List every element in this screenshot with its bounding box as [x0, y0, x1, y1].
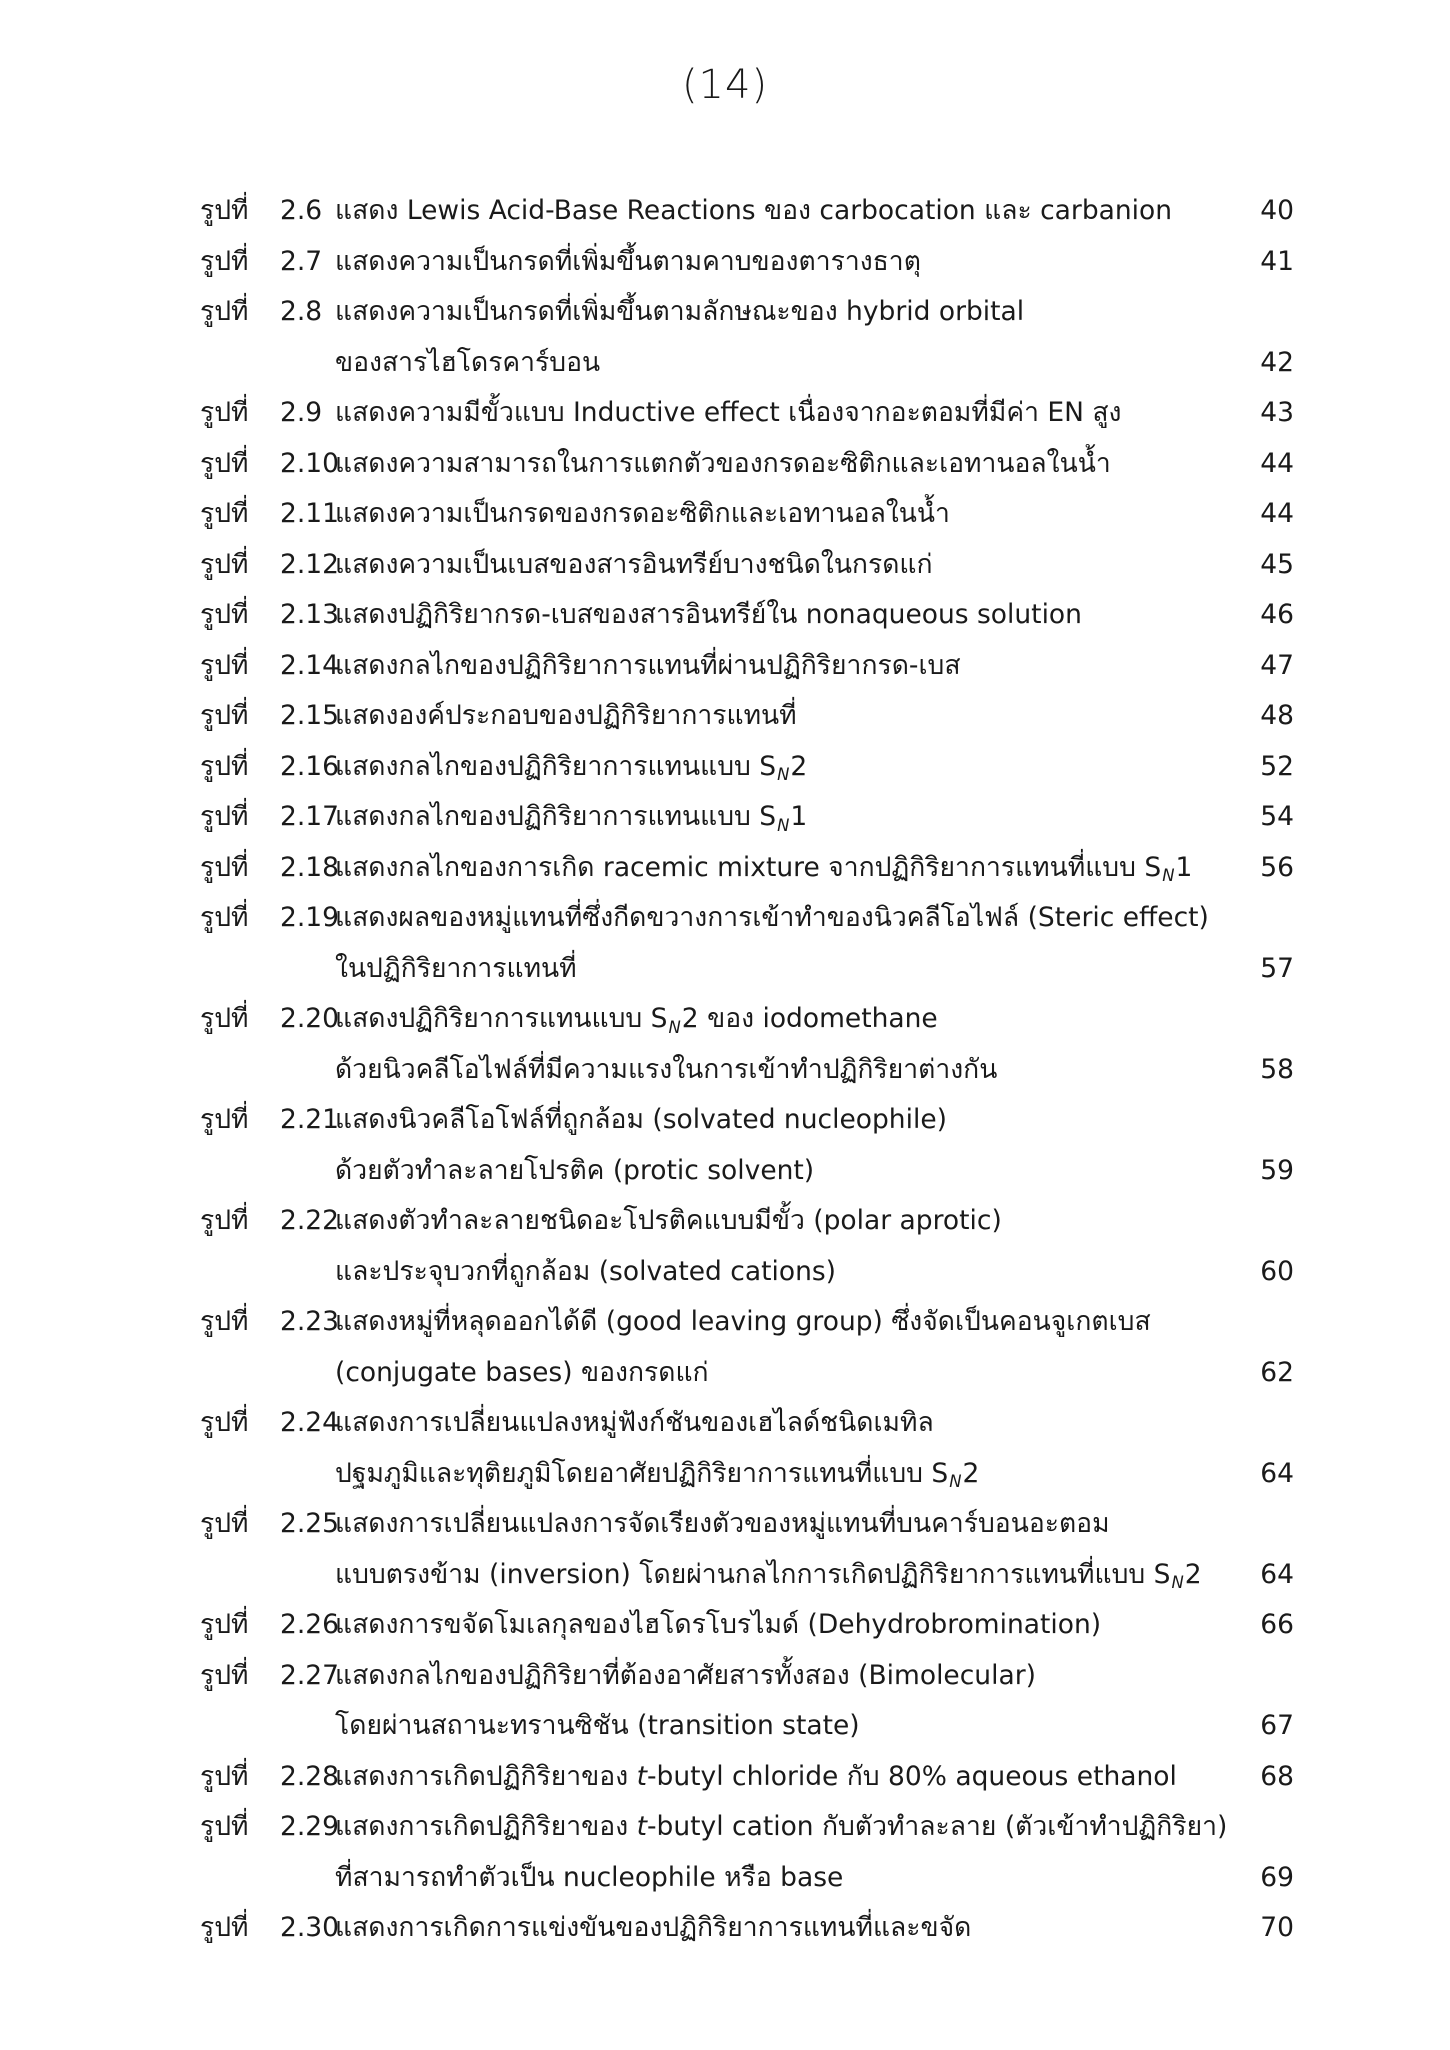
entry-line: [200, 388, 1300, 439]
figure-number: 2.20: [280, 1003, 340, 1034]
entry-line: [200, 1903, 1300, 1954]
figure-label: รูปที่: [200, 498, 249, 529]
figure-number: 2.7: [280, 245, 323, 277]
entry-line: [200, 590, 1300, 641]
figure-number: 2.26: [280, 1609, 340, 1640]
entry-line: [200, 843, 1300, 894]
page-reference: 48: [1260, 700, 1294, 731]
figure-label: รูปที่: [200, 801, 249, 832]
figure-entry: [200, 186, 1300, 237]
figure-label: รูปที่: [200, 902, 249, 933]
entry-line: [200, 338, 1300, 389]
figure-number: 2.13: [280, 599, 340, 630]
figure-entry: [200, 1600, 1300, 1651]
entry-line: [200, 1196, 1300, 1247]
page-reference: 68: [1260, 1760, 1294, 1792]
figure-number: 2.6: [280, 195, 323, 226]
figure-entry: [200, 1196, 1300, 1297]
figure-entry: [200, 641, 1300, 692]
figure-number: 2.18: [280, 851, 340, 883]
figure-label: รูปที่: [200, 1407, 249, 1438]
entry-line: [200, 1853, 1300, 1904]
subscript-n: N: [1171, 1573, 1184, 1593]
page-reference: 69: [1260, 1861, 1294, 1893]
page-reference: 70: [1260, 1912, 1294, 1943]
figure-description: แสดงความเป็นเบสของสารอินทรีย์บางชนิดในกรดแก่: [335, 548, 933, 580]
figure-label: รูปที่: [200, 1659, 249, 1691]
figure-entry: [200, 1651, 1300, 1752]
figure-number: 2.23: [280, 1306, 340, 1337]
page-reference: 44: [1260, 498, 1294, 529]
figure-label: รูปที่: [200, 296, 249, 327]
entry-line: [200, 691, 1300, 742]
page-reference: 52: [1260, 750, 1294, 782]
entry-line: [200, 1095, 1300, 1146]
page-reference: 40: [1260, 195, 1294, 226]
figure-entry: [200, 1095, 1300, 1196]
figure-label: รูปที่: [200, 1003, 249, 1034]
figure-number: 2.25: [280, 1508, 340, 1539]
page-reference: 60: [1260, 1255, 1294, 1287]
figure-description: แสดงกลไกของการเกิด racemic mixture จากปฏิกิริยาการแทนที่แบบ $S_N1$: [335, 851, 1193, 886]
entry-line: [200, 1752, 1300, 1803]
figure-entry: [200, 287, 1300, 388]
entry-line: [200, 540, 1300, 591]
figure-entry: [200, 237, 1300, 288]
subscript-n: N: [949, 1472, 962, 1492]
entry-line: [200, 287, 1300, 338]
figure-label: รูปที่: [200, 1104, 249, 1135]
entry-line: [200, 994, 1300, 1045]
figure-description: ด้วยนิวคลีโอไฟล์ที่มีความแรงในการเข้าทำปฏิกิริยาต่างกัน: [335, 1053, 998, 1085]
figure-description: แสดงการเกิดปฏิกิริยาของ t-butyl chloride กับ 80% aqueous ethanol: [335, 1760, 1177, 1792]
page-reference: 67: [1260, 1710, 1294, 1741]
page-reference: 54: [1260, 801, 1294, 832]
figure-label: รูปที่: [200, 195, 249, 226]
entry-line: [200, 489, 1300, 540]
entry-line: [200, 641, 1300, 692]
page-reference: 41: [1260, 245, 1294, 277]
figure-entry: [200, 742, 1300, 793]
figure-entry: [200, 1499, 1300, 1600]
figure-label: รูปที่: [200, 1508, 249, 1539]
figure-description: แสดงผลของหมู่แทนที่ซึ่งกีดขวางการเข้าทำของนิวคลีโอไฟล์ (Steric effect): [335, 902, 1209, 933]
page-reference: 47: [1260, 649, 1294, 681]
figure-label: รูปที่: [200, 1306, 249, 1337]
figure-description: แสดงนิวคลีโอโฟล์ที่ถูกล้อม (solvated nucleophile): [335, 1104, 947, 1135]
figure-description: แสดงกลไกของปฏิกิริยาที่ต้องอาศัยสารทั้งสอง (Bimolecular): [335, 1659, 1036, 1691]
entry-line: [200, 1398, 1300, 1449]
entry-line: [200, 237, 1300, 288]
figure-description: และประจุบวกที่ถูกล้อม (solvated cations): [335, 1255, 837, 1287]
figure-number: 2.22: [280, 1205, 340, 1236]
list-of-figures: [200, 186, 1300, 1954]
figure-number: 2.17: [280, 801, 340, 832]
figure-label: รูปที่: [200, 397, 249, 428]
page-reference: 64: [1260, 1558, 1294, 1590]
entry-line: [200, 439, 1300, 490]
figure-number: 2.12: [280, 548, 340, 580]
figure-label: รูปที่: [200, 649, 249, 681]
page-reference: 59: [1260, 1154, 1294, 1186]
page-reference: 56: [1260, 851, 1294, 883]
figure-description: แสดงการขจัดโมเลกุลของไฮโดรโบรไมด์ (Dehydrobromination): [335, 1609, 1102, 1640]
subscript-n: N: [1162, 866, 1175, 886]
figure-number: 2.21: [280, 1104, 340, 1135]
page-reference: 42: [1260, 346, 1294, 378]
figure-description: แบบตรงข้าม (inversion) โดยผ่านกลไกการเกิดปฏิกิริยาการแทนที่แบบ $S_N2$: [335, 1558, 1202, 1593]
figure-label: รูปที่: [200, 750, 249, 782]
figure-description: แสดงความเป็นกรดของกรดอะซิติกและเอทานอลในน้ำ: [335, 498, 950, 529]
figure-description: แสดงตัวทำละลายชนิดอะโปรติคแบบมีขั้ว (polar aprotic): [335, 1205, 1002, 1236]
figure-entry: [200, 489, 1300, 540]
figure-number: 2.15: [280, 700, 340, 731]
figure-entry: [200, 1903, 1300, 1954]
entry-line: [200, 1499, 1300, 1550]
page-reference: 58: [1260, 1053, 1294, 1085]
figure-label: รูปที่: [200, 1205, 249, 1236]
figure-description: แสดงกลไกของปฏิกิริยาการแทนที่ผ่านปฏิกิริยากรด-เบส: [335, 649, 961, 681]
figure-description: แสดงความมีขั้วแบบ Inductive effect เนื่องจากอะตอมที่มีค่า EN สูง: [335, 397, 1122, 428]
figure-number: 2.19: [280, 902, 340, 933]
entry-line: [200, 1297, 1300, 1348]
page-reference: 62: [1260, 1356, 1294, 1388]
entry-line: [200, 893, 1300, 944]
figure-label: รูปที่: [200, 245, 249, 277]
subscript-n: N: [777, 765, 790, 785]
figure-number: 2.29: [280, 1811, 340, 1842]
page-reference: 57: [1260, 952, 1294, 984]
figure-description: แสดงปฏิกิริยาการแทนแบบ $S_N2$ ของ iodomethane: [335, 1003, 938, 1037]
entry-line: [200, 944, 1300, 995]
entry-line: [200, 1550, 1300, 1601]
figure-entry: [200, 792, 1300, 843]
figure-entry: [200, 439, 1300, 490]
entry-line: [200, 186, 1300, 237]
figure-number: 2.8: [280, 296, 323, 327]
figure-label: รูปที่: [200, 851, 249, 883]
page-reference: 45: [1260, 548, 1294, 580]
figure-number: 2.14: [280, 649, 340, 681]
figure-description: โดยผ่านสถานะทรานซิชัน (transition state): [335, 1710, 860, 1741]
figure-description: แสดงหมู่ที่หลุดออกได้ดี (good leaving group) ซึ่งจัดเป็นคอนจูเกตเบส: [335, 1306, 1151, 1337]
figure-label: รูปที่: [200, 1609, 249, 1640]
figure-entry: [200, 590, 1300, 641]
entry-line: [200, 1247, 1300, 1298]
figure-number: 2.16: [280, 750, 340, 782]
figure-description: แสดง Lewis Acid-Base Reactions ของ carbocation และ carbanion: [335, 195, 1173, 226]
figure-number: 2.30: [280, 1912, 340, 1943]
figure-entry: [200, 1398, 1300, 1499]
figure-description: แสดงกลไกของปฏิกิริยาการแทนแบบ $S_N2$: [335, 750, 808, 785]
subscript-n: N: [777, 815, 790, 835]
figure-description: แสดงการเกิดการแข่งขันของปฏิกิริยาการแทนที่และขจัด: [335, 1912, 972, 1943]
figure-label: รูปที่: [200, 1811, 249, 1842]
figure-description: แสดงองค์ประกอบของปฏิกิริยาการแทนที่: [335, 700, 797, 731]
figure-label: รูปที่: [200, 1912, 249, 1943]
entry-line: [200, 1651, 1300, 1702]
figure-description: แสดงปฏิกิริยากรด-เบสของสารอินทรีย์ใน nonaqueous solution: [335, 599, 1082, 630]
page-reference: 46: [1260, 599, 1294, 630]
figure-number: 2.10: [280, 447, 340, 479]
italic-prefix: t: [636, 1811, 647, 1842]
subscript-n: N: [668, 1017, 681, 1037]
figure-description: ในปฏิกิริยาการแทนที่: [335, 952, 577, 984]
figure-number: 2.24: [280, 1407, 340, 1438]
figure-description: (conjugate bases) ของกรดแก่: [335, 1356, 709, 1388]
page-number: (14): [681, 62, 769, 108]
figure-entry: [200, 1752, 1300, 1803]
figure-entry: [200, 843, 1300, 894]
figure-description: แสดงการเกิดปฏิกิริยาของ t-butyl cation กับตัวทำละลาย (ตัวเข้าทำปฏิกิริยา): [335, 1811, 1228, 1842]
figure-description: แสดงความเป็นกรดที่เพิ่มขึ้นตามลักษณะของ hybrid orbital: [335, 296, 1025, 327]
entry-line: [200, 792, 1300, 843]
figure-description: ที่สามารถทำตัวเป็น nucleophile หรือ base: [335, 1861, 844, 1893]
figure-label: รูปที่: [200, 1760, 249, 1792]
entry-line: [200, 1449, 1300, 1500]
figure-label: รูปที่: [200, 599, 249, 630]
figure-entry: [200, 540, 1300, 591]
figure-label: รูปที่: [200, 548, 249, 580]
figure-description: ของสารไฮโดรคาร์บอน: [335, 346, 601, 378]
figure-label: รูปที่: [200, 447, 249, 479]
figure-number: 2.28: [280, 1760, 340, 1792]
figure-number: 2.27: [280, 1659, 340, 1691]
entry-line: [200, 1045, 1300, 1096]
figure-entry: [200, 691, 1300, 742]
figure-entry: [200, 388, 1300, 439]
page-reference: 44: [1260, 447, 1294, 479]
entry-line: [200, 1600, 1300, 1651]
page-reference: 43: [1260, 397, 1294, 428]
figure-description: ปฐมภูมิและทุติยภูมิโดยอาศัยปฏิกิริยาการแทนที่แบบ $S_N2$: [335, 1457, 980, 1492]
entry-line: [200, 1348, 1300, 1399]
figure-description: ด้วยตัวทำละลายโปรติค (protic solvent): [335, 1154, 815, 1186]
entry-line: [200, 1802, 1300, 1853]
figure-description: แสดงกลไกของปฏิกิริยาการแทนแบบ $S_N1$: [335, 801, 808, 835]
page-reference: 66: [1260, 1609, 1294, 1640]
figure-label: รูปที่: [200, 700, 249, 731]
entry-line: [200, 742, 1300, 793]
figure-entry: [200, 994, 1300, 1095]
entry-line: [200, 1146, 1300, 1197]
figure-description: แสดงการเปลี่ยนแปลงหมู่ฟังก์ชันของเฮไลด์ชนิดเมทิล: [335, 1407, 934, 1438]
figure-entry: [200, 893, 1300, 994]
entry-line: [200, 1701, 1300, 1752]
figure-number: 2.11: [280, 498, 340, 529]
page-reference: 64: [1260, 1457, 1294, 1489]
figure-entry: [200, 1297, 1300, 1398]
figure-description: แสดงความสามารถในการแตกตัวของกรดอะซิติกและเอทานอลในน้ำ: [335, 447, 1111, 479]
figure-number: 2.9: [280, 397, 323, 428]
figure-entry: [200, 1802, 1300, 1903]
figure-description: แสดงการเปลี่ยนแปลงการจัดเรียงตัวของหมู่แทนที่บนคาร์บอนอะตอม: [335, 1508, 1110, 1539]
italic-prefix: t: [636, 1760, 647, 1792]
figure-description: แสดงความเป็นกรดที่เพิ่มขึ้นตามคาบของตารางธาตุ: [335, 245, 921, 277]
